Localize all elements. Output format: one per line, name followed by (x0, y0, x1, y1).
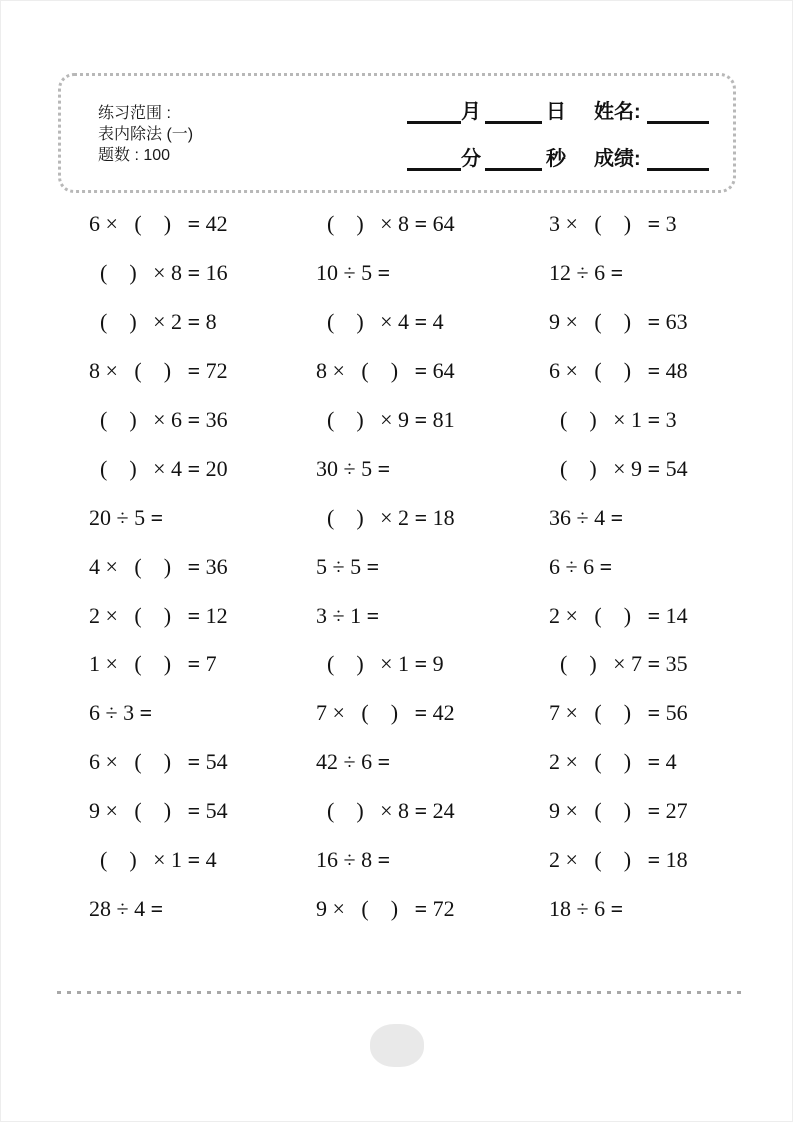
equals-sign: = (150, 895, 164, 921)
equals-sign: = (647, 749, 661, 775)
problem-r10-c2: ( ) × 1 = 9 (316, 651, 444, 677)
problem-r15-c3: 18 ÷ 6 = (549, 895, 624, 921)
equals-sign: = (187, 847, 201, 873)
month-label: 月 (461, 101, 481, 123)
problem-r4-c1: 8 × ( ) = 72 (89, 358, 228, 384)
equals-sign: = (647, 455, 661, 481)
problem-r3-c1: ( ) × 2 = 8 (89, 309, 217, 335)
problem-r14-c2: 16 ÷ 8 = (316, 847, 391, 873)
problems-grid (89, 200, 736, 933)
problem-r6-c3: ( ) × 9 = 54 (549, 455, 688, 481)
problem-r11-c2: 7 × ( ) = 42 (316, 700, 455, 726)
problem-r6-c1: ( ) × 4 = 20 (89, 455, 228, 481)
problem-r12-c3: 2 × ( ) = 4 (549, 749, 677, 775)
equals-sign: = (414, 358, 428, 384)
equals-sign: = (414, 798, 428, 824)
equals-sign: = (187, 651, 201, 677)
problem-r12-c2: 42 ÷ 6 = (316, 749, 391, 775)
equals-sign: = (647, 798, 661, 824)
equals-sign: = (647, 358, 661, 384)
problem-r8-c3: 6 ÷ 6 = (549, 553, 613, 579)
day-blank-line (485, 101, 542, 124)
problem-r4-c2: 8 × ( ) = 64 (316, 358, 455, 384)
problem-r4-c3: 6 × ( ) = 48 (549, 358, 688, 384)
equals-sign: = (647, 847, 661, 873)
problem-r9-c3: 2 × ( ) = 14 (549, 602, 688, 628)
equals-sign: = (377, 847, 391, 873)
second-label: 秒 (546, 148, 566, 170)
equals-sign: = (187, 407, 201, 432)
equals-sign: = (647, 602, 661, 628)
equals-sign: = (187, 455, 201, 481)
second-blank-line (485, 148, 542, 171)
equals-sign: = (610, 260, 624, 286)
problem-r2-c3: 12 ÷ 6 = (549, 260, 624, 286)
problem-r14-c3: 2 × ( ) = 18 (549, 847, 688, 873)
equals-sign: = (647, 211, 661, 237)
equals-sign: = (366, 602, 380, 628)
problem-r10-c3: ( ) × 7 = 35 (549, 651, 688, 677)
equals-sign: = (610, 895, 624, 921)
problem-r11-c1: 6 ÷ 3 = (89, 700, 153, 726)
equals-sign: = (187, 309, 201, 335)
worksheet-info (98, 103, 193, 166)
problem-r8-c1: 4 × ( ) = 36 (89, 553, 228, 579)
equals-sign: = (187, 553, 201, 579)
equals-sign: = (366, 553, 380, 579)
equals-sign: = (414, 895, 428, 921)
problem-r10-c1: 1 × ( ) = 7 (89, 651, 217, 677)
problem-r13-c3: 9 × ( ) = 27 (549, 798, 688, 824)
dashed-divider (57, 991, 741, 994)
problem-r5-c2: ( ) × 9 = 81 (316, 407, 455, 432)
equals-sign: = (187, 602, 201, 628)
minute-blank-line (407, 148, 461, 171)
equals-sign: = (414, 407, 428, 432)
problem-r15-c2: 9 × ( ) = 72 (316, 895, 455, 921)
equals-sign: = (647, 407, 661, 432)
info-range-label: 练习范围 : (98, 105, 171, 122)
score-label: 成绩: (594, 148, 641, 170)
problem-r7-c1: 20 ÷ 5 = (89, 504, 164, 530)
problem-r9-c2: 3 ÷ 1 = (316, 602, 380, 628)
problem-r3-c2: ( ) × 4 = 4 (316, 309, 444, 335)
problem-r2-c1: ( ) × 8 = 16 (89, 260, 228, 286)
equals-sign: = (139, 700, 153, 726)
problem-r5-c3: ( ) × 1 = 3 (549, 407, 677, 432)
header-box (58, 73, 736, 193)
problem-r5-c1: ( ) × 6 = 36 (89, 407, 228, 432)
problem-r14-c1: ( ) × 1 = 4 (89, 847, 217, 873)
equals-sign: = (647, 700, 661, 726)
equals-sign: = (187, 749, 201, 775)
equals-sign: = (187, 358, 201, 384)
problem-r13-c1: 9 × ( ) = 54 (89, 798, 228, 824)
problem-r11-c3: 7 × ( ) = 56 (549, 700, 688, 726)
problem-r3-c3: 9 × ( ) = 63 (549, 309, 688, 335)
date-name-row (407, 98, 709, 124)
problem-r2-c2: 10 ÷ 5 = (316, 260, 391, 286)
problem-r1-c3: 3 × ( ) = 3 (549, 211, 677, 237)
equals-sign: = (414, 504, 428, 530)
month-blank-line (407, 101, 461, 124)
problem-r12-c1: 6 × ( ) = 54 (89, 749, 228, 775)
name-label: 姓名: (594, 101, 641, 123)
problem-r6-c2: 30 ÷ 5 = (316, 455, 391, 481)
name-blank-line (647, 101, 709, 124)
equals-sign: = (599, 553, 613, 579)
problem-r13-c2: ( ) × 8 = 24 (316, 798, 455, 824)
minute-label: 分 (461, 148, 481, 170)
equals-sign: = (414, 700, 428, 726)
equals-sign: = (377, 749, 391, 775)
day-label: 日 (546, 101, 566, 123)
equals-sign: = (187, 211, 201, 237)
problem-r15-c1: 28 ÷ 4 = (89, 895, 164, 921)
equals-sign: = (414, 309, 428, 335)
equals-sign: = (187, 798, 201, 824)
equals-sign: = (187, 260, 201, 286)
equals-sign: = (377, 455, 391, 481)
problem-r1-c1: 6 × ( ) = 42 (89, 211, 228, 237)
equals-sign: = (414, 651, 428, 677)
score-blank-line (647, 148, 709, 171)
equals-sign: = (150, 504, 164, 530)
equals-sign: = (647, 651, 661, 677)
problem-r1-c2: ( ) × 8 = 64 (316, 211, 455, 237)
equals-sign: = (647, 309, 661, 335)
equals-sign: = (610, 504, 624, 530)
problem-r8-c2: 5 ÷ 5 = (316, 553, 380, 579)
time-score-row (407, 145, 709, 171)
page-number-oval (370, 1024, 424, 1067)
problem-r7-c3: 36 ÷ 4 = (549, 504, 624, 530)
problem-r7-c2: ( ) × 2 = 18 (316, 504, 455, 530)
equals-sign: = (377, 260, 391, 286)
equals-sign: = (414, 211, 428, 237)
problem-r9-c1: 2 × ( ) = 12 (89, 602, 228, 628)
info-question-count: 题数 : 100 (98, 147, 171, 164)
info-range-value: 表内除法 (一) (98, 126, 194, 143)
